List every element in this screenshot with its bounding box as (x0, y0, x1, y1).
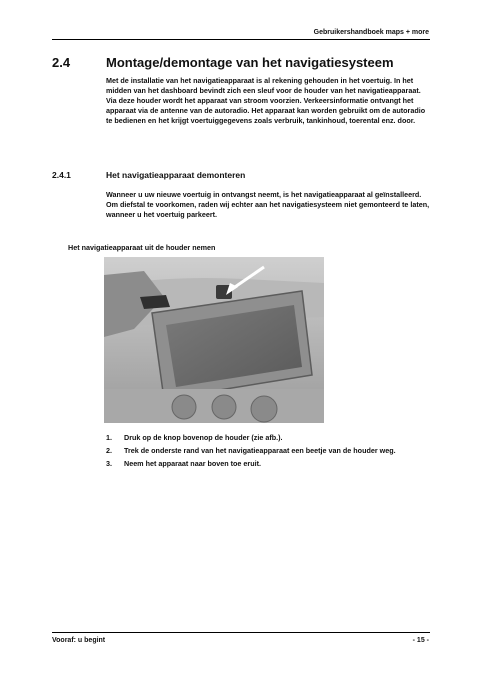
footer-chapter: Vooraf: u begint (52, 637, 106, 644)
subsection-paragraph: Wanneer u uw nieuwe voertuig in ontvangst neemt, is het navigatieapparaat al geïnstalleerd. Om diefstal te voorkomen, raden wij echter aan het navigatiesysteem niet gemonteerd te laten, wanneer u het voertuig parkeert. (106, 190, 430, 219)
list-item (106, 433, 430, 443)
step-number: 2. (106, 446, 112, 455)
section-number: 2.4 (52, 55, 71, 70)
list-item (106, 446, 430, 456)
step-number: 1. (106, 433, 112, 442)
list-item (106, 459, 430, 469)
section-title: Montage/demontage van het navigatiesysteem (106, 55, 394, 70)
step-text: Neem het apparaat naar boven toe eruit. (124, 459, 262, 468)
step-number: 3. (106, 459, 112, 468)
subsection-number: 2.4.1 (52, 170, 71, 180)
running-head: Gebruikershandboek maps + more (313, 29, 429, 36)
header-rule (52, 39, 430, 40)
step-text: Trek de onderste rand van het navigatieapparaat een beetje van de houder weg. (124, 446, 396, 455)
figure-caption: Het navigatieapparaat uit de houder nemen (68, 243, 216, 252)
subsection-title: Het navigatieapparaat demonteren (106, 170, 246, 180)
section-paragraph: Met de installatie van het navigatieapparaat is al rekening gehouden in het voertuig. In het midden van het dashboard bevindt zich een sleuf voor de houder van het navigatieapparaat. Via deze houder wordt het apparaat van stroom voorzien. Verkeersinformatie ontvangt het apparaat via de antenne van de autoradio. Het apparaat kan worden gebruikt om de autoradio te bedienen en het krijgt voertuiggegevens zoals verbruik, tankinhoud, toerental enz. door. (106, 76, 426, 125)
steps-list (106, 433, 430, 472)
page-number: - 15 - (412, 637, 429, 644)
navigation-device-photo (104, 257, 324, 423)
footer-rule (52, 632, 430, 633)
step-text: Druk op de knop bovenop de houder (zie afb.). (124, 433, 283, 442)
